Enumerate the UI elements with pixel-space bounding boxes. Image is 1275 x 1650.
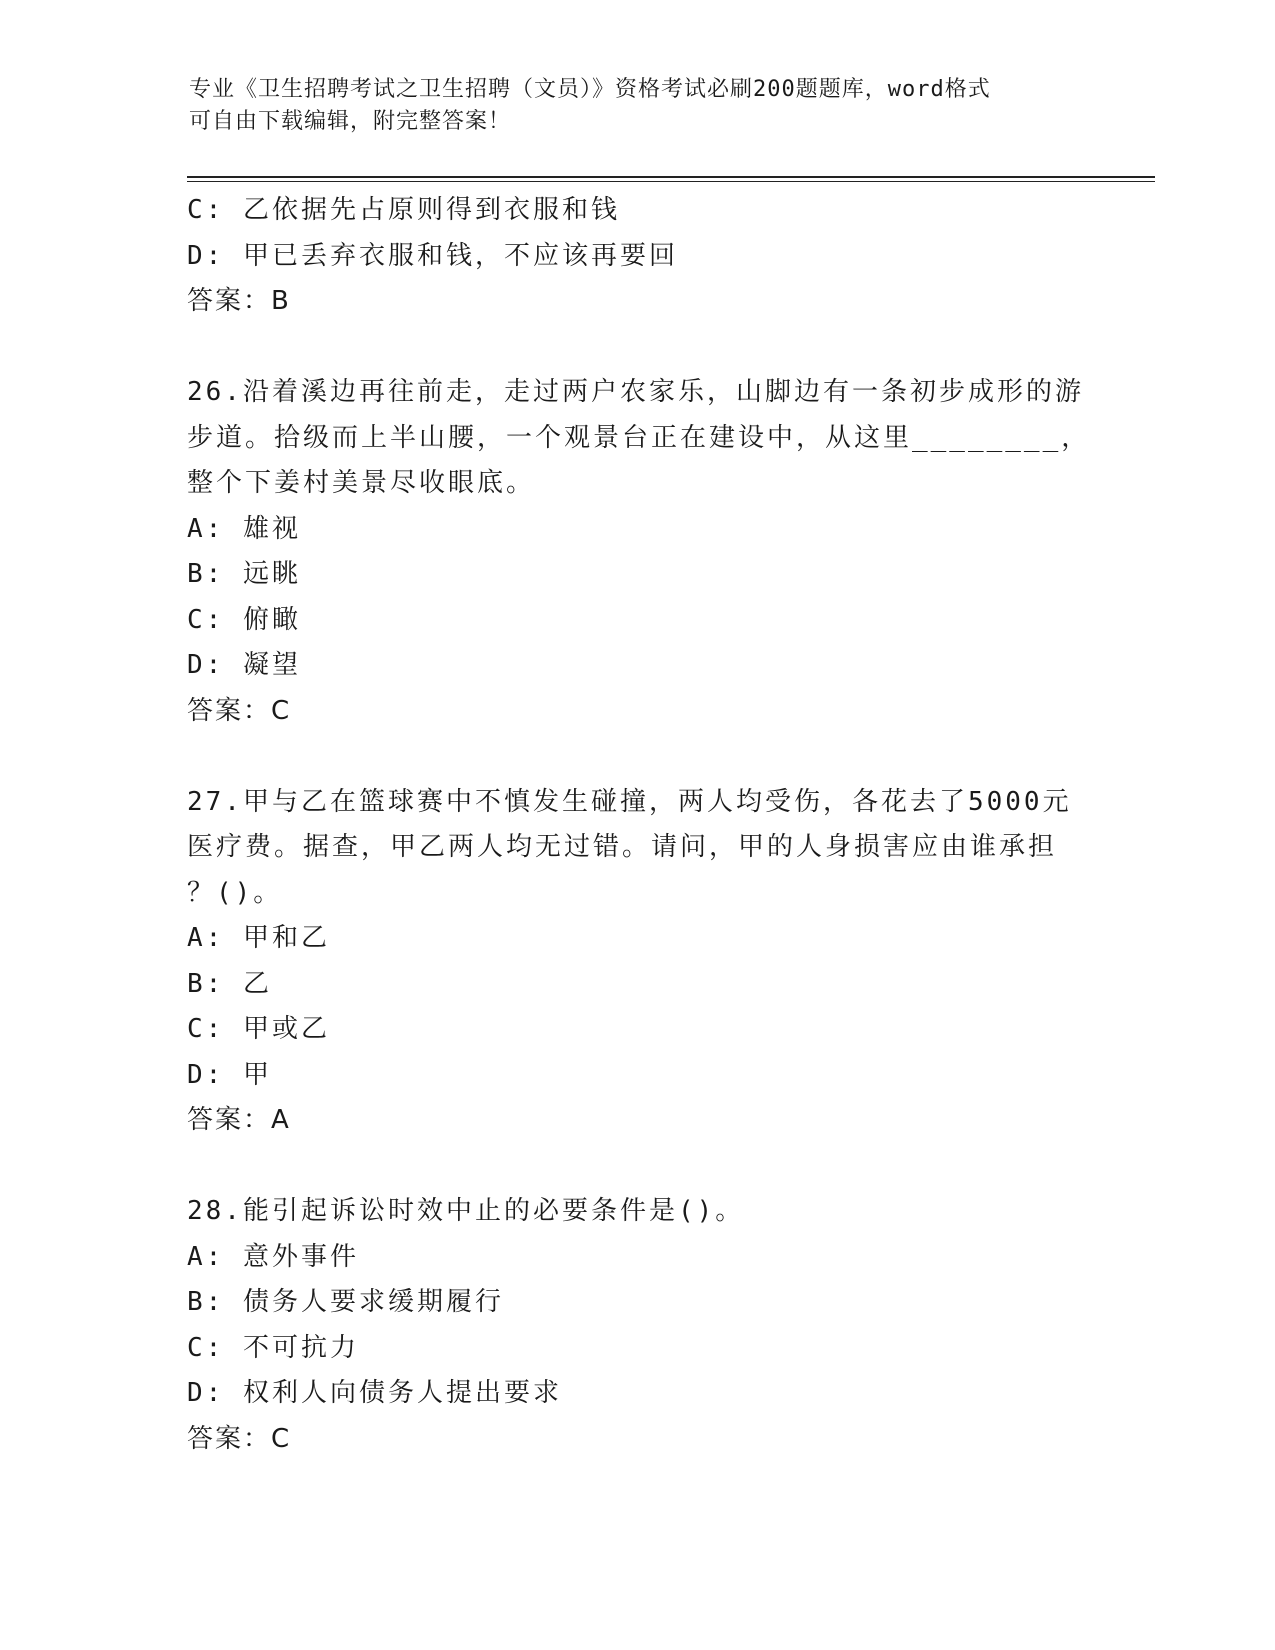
- option-c: C: 甲或乙: [187, 1014, 330, 1044]
- option-c: C: 俯瞰: [187, 604, 301, 635]
- option-b: B: 远眺: [187, 559, 301, 589]
- answer-label: 答案：C: [187, 695, 292, 726]
- question-stem-line: 27.甲与乙在篮球赛中不慎发生碰撞，两人均受伤，各花去了5000元: [187, 786, 1072, 817]
- question-27: [187, 780, 1087, 1144]
- answer-label: 答案：A: [187, 1105, 291, 1135]
- header-title-line-2: 可自由下载编辑，附完整答案！: [189, 109, 512, 134]
- question-stem-line: 医疗费。据查，甲乙两人均无过错。请问，甲的人身损害应由谁承担: [187, 832, 1058, 862]
- option-d: D: 甲: [187, 1059, 272, 1090]
- option-d: D: 凝望: [187, 650, 301, 680]
- header-divider: [187, 176, 1155, 182]
- question-content: [187, 188, 1091, 1462]
- option-b: B: 债务人要求缓期履行: [187, 1287, 504, 1317]
- spacer: [187, 734, 1087, 780]
- header-title-line-1: 专业《卫生招聘考试之卫生招聘（文员）》资格考试必刷200题题库，word格式: [189, 77, 991, 102]
- option-d: D: 甲已丢弃衣服和钱，不应该再要回: [187, 240, 678, 271]
- question-25: [187, 188, 1087, 325]
- question-stem-line: 步道。拾级而上半山腰，一个观景台正在建设中，从这里________，: [187, 422, 1091, 453]
- option-d: D: 权利人向债务人提出要求: [187, 1378, 562, 1408]
- question-stem-line: ？()。: [187, 877, 283, 908]
- question-stem-line: 整个下姜村美景尽收眼底。: [187, 468, 536, 498]
- option-a: A: 意外事件: [187, 1241, 359, 1272]
- option-c: C: 乙依据先占原则得到衣服和钱: [187, 195, 620, 225]
- question-stem-line: 26.沿着溪边再往前走，走过两户农家乐，山脚边有一条初步成形的游: [187, 377, 1084, 407]
- spacer: [187, 325, 1087, 371]
- option-a: A: 雄视: [187, 513, 301, 544]
- question-stem-line: 28.能引起诉讼时效中止的必要条件是()。: [187, 1196, 745, 1226]
- option-c: C: 不可抗力: [187, 1332, 359, 1363]
- question-26: [187, 370, 1091, 734]
- spacer: [187, 1144, 1087, 1190]
- option-b: B: 乙: [187, 968, 272, 999]
- page-header: [189, 74, 1089, 138]
- question-28: [187, 1189, 1087, 1462]
- answer-label: 答案：C: [187, 1423, 292, 1454]
- option-a: A: 甲和乙: [187, 923, 330, 953]
- answer-label: 答案：B: [187, 286, 291, 316]
